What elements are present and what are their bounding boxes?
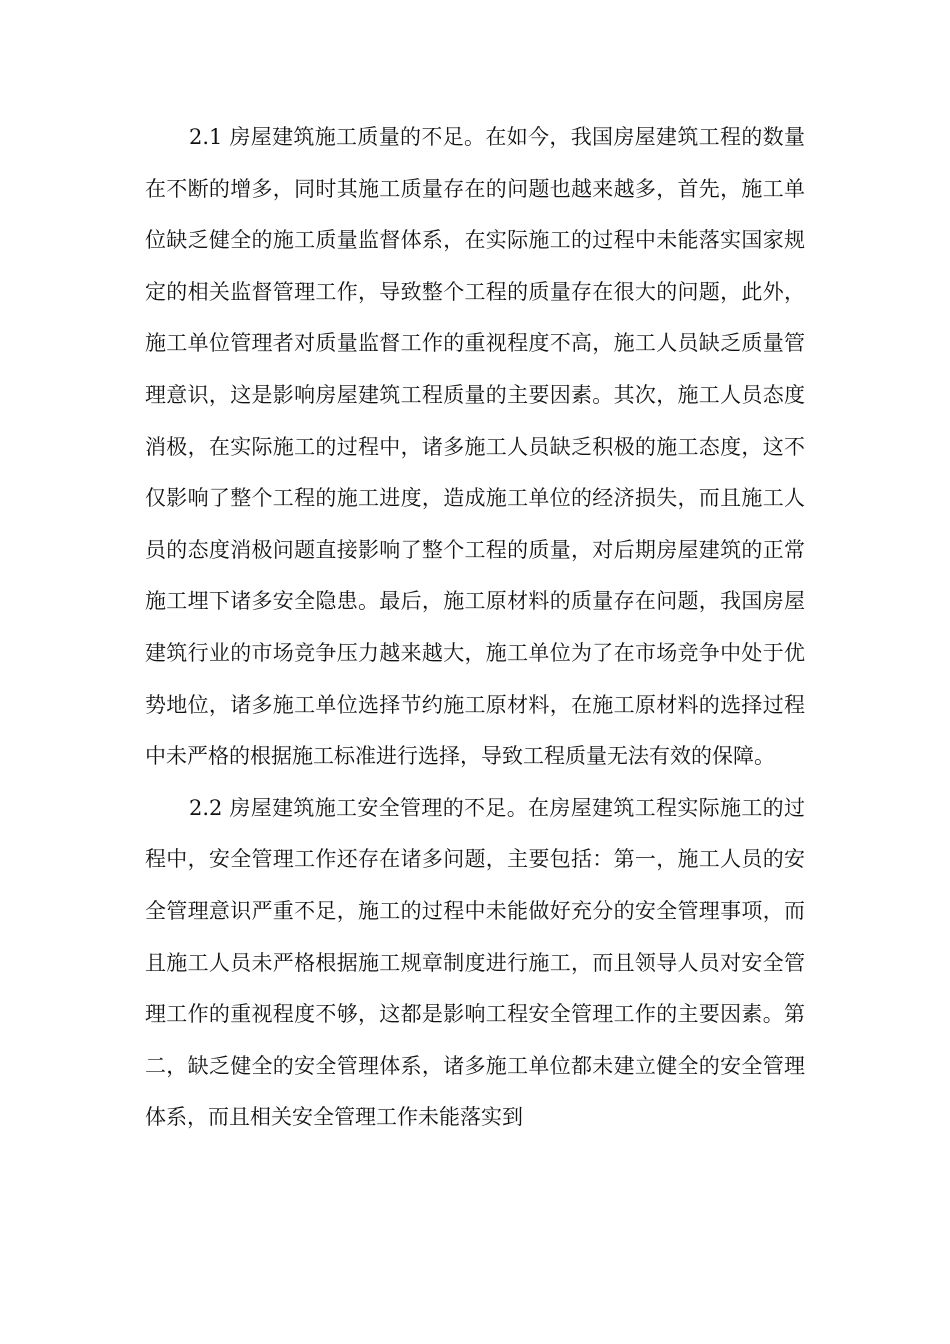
paragraph-2-2: 2.2 房屋建筑施工安全管理的不足。在房屋建筑工程实际施工的过程中，安全管理工作还存在诸多问题，主要包括：第一，施工人员的安全管理意识严重不足，施工的过程中未能做好充分的安全管理事项，而且施工人员未严格根据施工规章制度进行施工，而且领导人员对安全管理工作的重视程度不够，这都是影响工程安全管理工作的主要因素。第二，缺乏健全的安全管理体系，诸多施工单位都未建立健全的安全管理体系，而且相关安全管理工作未能落实到 (145, 795, 805, 1130)
paragraph-2-1: 2.1 房屋建筑施工质量的不足。在如今，我国房屋建筑工程的数量在不断的增多，同时其施工质量存在的问题也越来越多，首先，施工单位缺乏健全的施工质量监督体系，在实际施工的过程中未能落实国家规定的相关监督管理工作，导致整个工程的质量存在很大的问题，此外，施工单位管理者对质量监督工作的重视程度不高，施工人员缺乏质量管理意识，这是影响房屋建筑工程质量的主要因素。其次，施工人员态度消极，在实际施工的过程中，诸多施工人员缺乏积极的施工态度，这不仅影响了整个工程的施工进度，造成施工单位的经济损失，而且施工人员的态度消极问题直接影响了整个工程的质量，对后期房屋建筑的正常施工埋下诸多安全隐患。最后，施工原材料的质量存在问题，我国房屋建筑行业的市场竞争压力越来越大，施工单位为了在市场竞争中处于优势地位，诸多施工单位选择节约施工原材料，在施工原材料的选择过程中未严格的根据施工标准进行选择，导致工程质量无法有效的保障。 (145, 125, 805, 769)
document-body (145, 112, 805, 1144)
